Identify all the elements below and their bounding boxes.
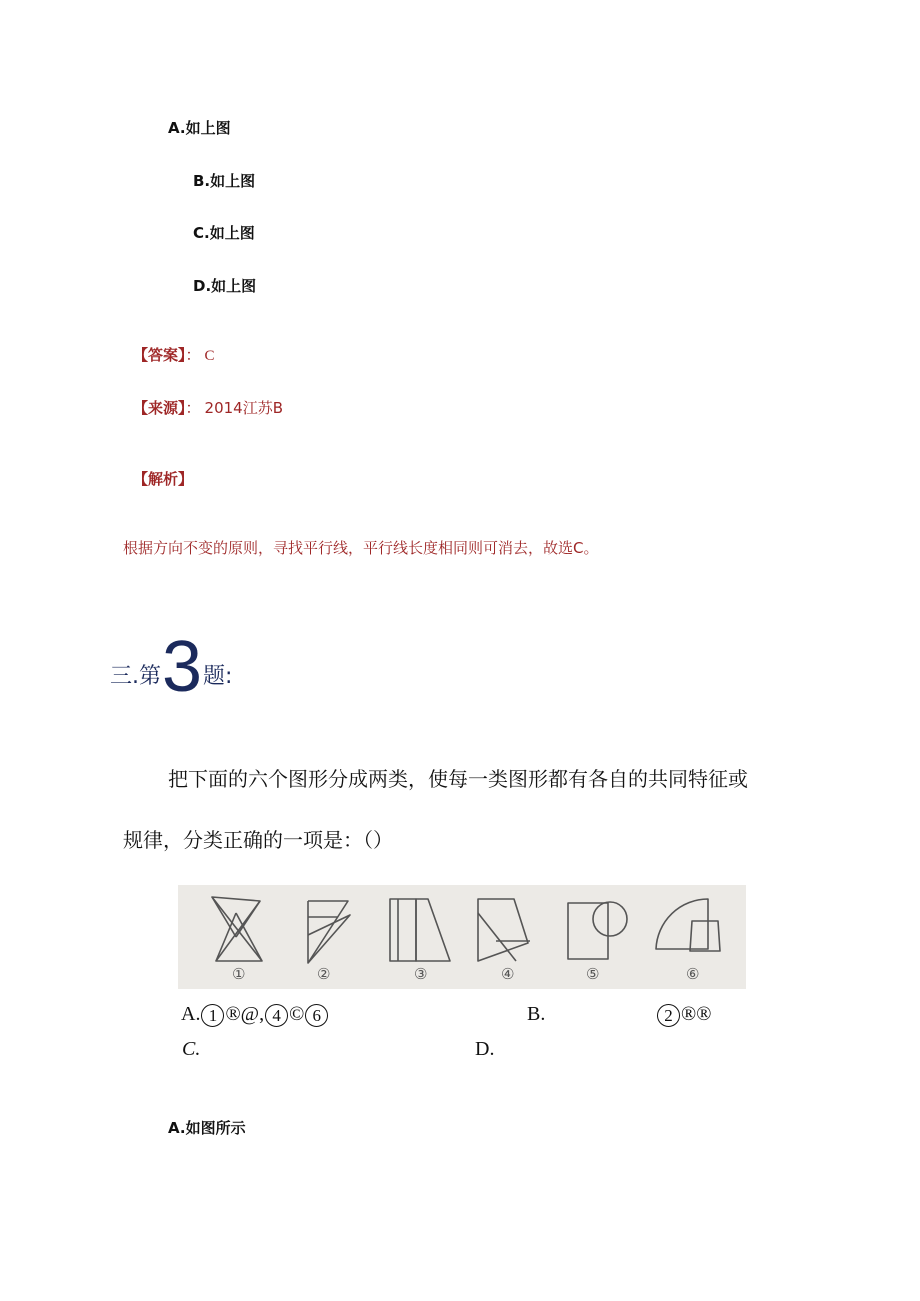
analysis-label: 【解析】 [133,470,194,488]
question-heading [110,627,233,707]
analysis-text: 根据方向不变的原则，寻找平行线，平行线长度相同则可消去，故选C。 [123,539,599,557]
choice-b-circ: 2 [657,1004,680,1027]
figure-panel [178,885,746,989]
shape-1 [212,897,262,961]
answer-option-a: A.如图所示 [168,1119,246,1137]
six-shapes-figure [178,885,746,989]
heading-number: 3 [162,627,203,707]
choice-a-circ-4: 6 [305,1004,328,1027]
option-d: D.如上图 [193,277,257,295]
choice-a-mid: ®@, [225,1003,265,1025]
choice-c-prefix: C. [182,1038,201,1060]
figure-label-1: ① [232,965,246,983]
choice-d-prefix: D. [475,1038,495,1060]
choice-a-circ-3: © [289,1003,305,1025]
figure-label-2: ② [317,965,331,983]
option-c: C.如上图 [193,224,255,242]
figure-label-3: ③ [414,965,428,983]
figure-label-5: ⑤ [586,965,600,983]
shape-3 [390,899,450,961]
source-value: 2014江苏B [204,399,283,417]
source-line [133,397,283,418]
shape-6 [656,899,720,951]
choice-a-prefix: A. [181,1003,201,1025]
shape-4 [478,899,530,961]
choice-b-values [656,1003,711,1027]
choice-a-circ-1: 1 [201,1004,224,1027]
source-separator: ： [185,399,201,417]
answer-value: C [204,348,215,364]
answer-separator: ： [185,346,201,364]
answer-line [133,344,215,365]
option-b: B.如上图 [193,172,256,190]
heading-prefix: 三.第 [110,664,161,689]
choice-b-rest: ®® [681,1003,712,1025]
heading-suffix: 题: [203,664,233,689]
shape-5 [568,902,627,959]
answer-label: 【答案】 [133,346,186,364]
source-label: 【来源】 [133,399,186,417]
question-stem-line1: 把下面的六个图形分成两类，使每一类图形都有各自的共同特征或 [168,767,748,791]
choice-b-prefix: B. [527,1003,546,1025]
option-a: A.如上图 [168,119,231,137]
figure-label-4: ④ [501,965,515,983]
figure-label-6: ⑥ [686,965,700,983]
question-stem-line2: 规律，分类正确的一项是：（） [123,828,393,852]
choice-a [181,1003,329,1027]
choice-a-circ-2: 4 [265,1004,288,1027]
shape-2 [308,901,350,963]
